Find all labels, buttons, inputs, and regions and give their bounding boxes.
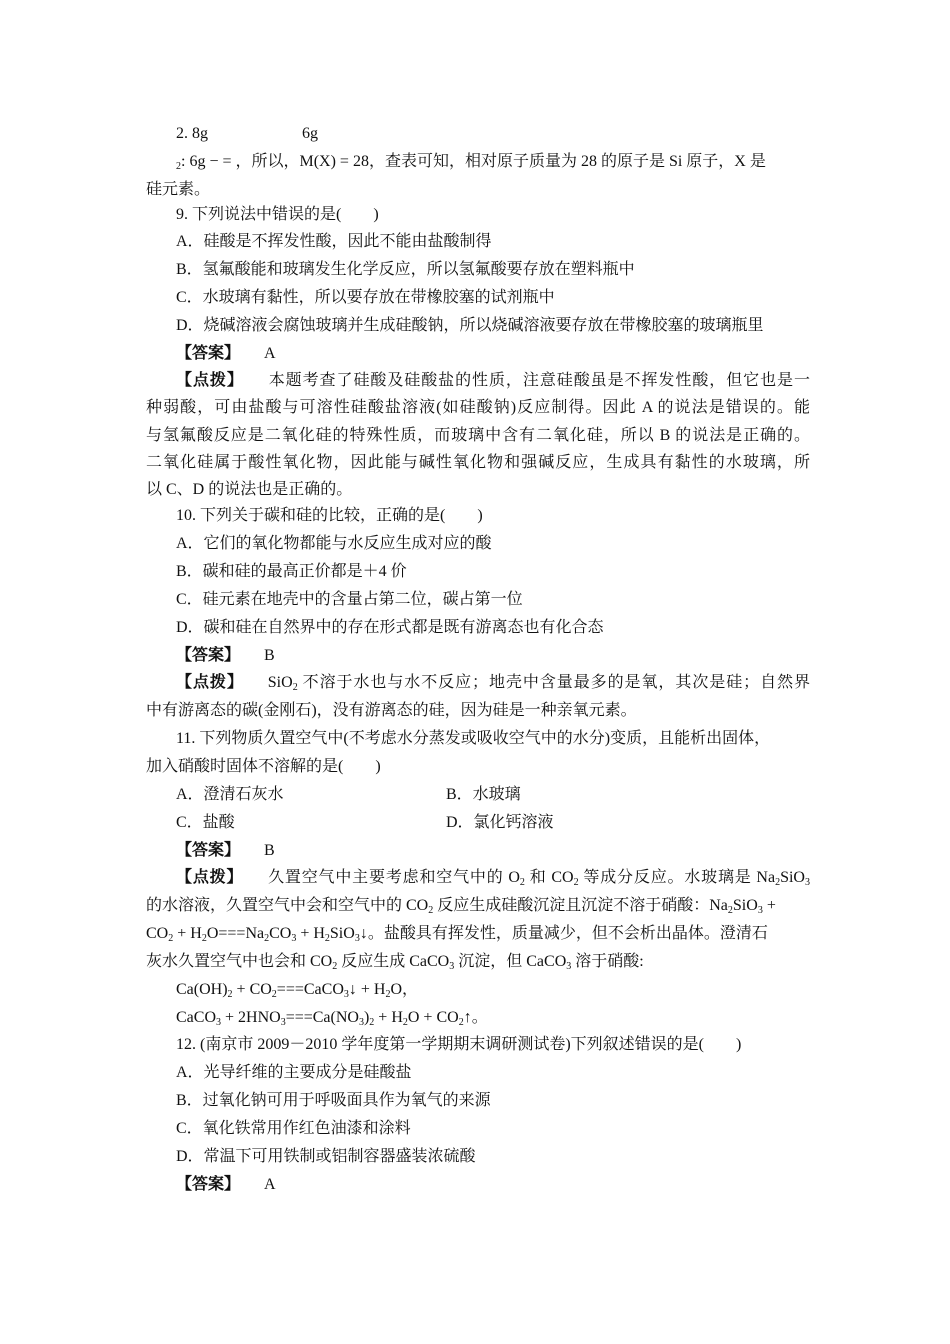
q8-calc-a: 2. 8g: [176, 125, 208, 142]
eq-text: O，: [390, 981, 419, 998]
hint-text: 反应生成硅酸沉淀且沉淀不溶于硝酸：Na: [433, 897, 728, 914]
hint-text: CO: [146, 925, 169, 942]
q8-result-line: [176, 152, 840, 172]
q12-option-a: A．光导纤维的主要成分是硅酸盐: [176, 1064, 412, 1081]
q10-question: 10. 下列关于碳和硅的比较，正确的是( ): [176, 507, 483, 524]
hint-text: 灰水久置空气中也会和 CO: [146, 953, 333, 970]
q9-option-b: B．氢氟酸能和玻璃发生化学反应，所以氢氟酸要存放在塑料瓶中: [176, 261, 635, 278]
eq-text: + H: [374, 1009, 403, 1026]
hint-sub: 2: [428, 905, 434, 916]
q10-option-d: D．碳和硅在自然界中的存在形式都是既有游离态也有化合态: [176, 619, 604, 636]
q9-hint-line-3: 与氢氟酸反应是二氧化硅的特殊性质，而玻璃中含有二氧化硅，所以 B 的说法是正确的。: [146, 427, 810, 444]
hint-text: + H: [296, 925, 325, 942]
eq-text: Ca(OH): [176, 981, 228, 998]
hint-text: 沉淀，但 CaCO: [454, 953, 567, 970]
hint-text: + H: [173, 925, 202, 942]
answer-value: B: [264, 647, 275, 664]
eq-sub: 2: [369, 1017, 375, 1028]
q9-option-a: A．硅酸是不挥发性酸，因此不能由盐酸制得: [176, 233, 492, 250]
q12-question: 12. (南京市 2009－2010 学年度第一学期期末调研测试卷)下列叙述错误的是( ): [176, 1036, 742, 1053]
eq-sub: 2: [402, 1017, 408, 1028]
hint-sub: 2: [264, 933, 270, 944]
q12-option-b: B．过氧化钠可用于呼吸面具作为氧气的来源: [176, 1092, 491, 1109]
hint-text: O===Na: [206, 925, 265, 942]
q12-answer: [176, 1175, 840, 1195]
eq-sub: 2: [458, 1017, 464, 1028]
hint-sub: 2: [727, 905, 733, 916]
q9-option-c: C．水玻璃有黏性，所以要存放在带橡胶塞的试剂瓶中: [176, 289, 555, 306]
q8-calc-b: 6g: [302, 125, 318, 142]
q11-equation-2: [176, 1008, 840, 1028]
q12-option-c: C．氧化铁常用作红色油漆和涂料: [176, 1120, 411, 1137]
hint-text: CO: [269, 925, 292, 942]
eq-sub: 2: [227, 989, 233, 1000]
eq-sub: 3: [280, 1017, 286, 1028]
hint-sub: 2: [775, 877, 781, 888]
q11-hint-line-1: [176, 868, 810, 888]
q10-option-b: B．碳和硅的最高正价都是＋4 价: [176, 563, 407, 580]
q10-hint-line-1: [176, 673, 810, 693]
q12-option-d: D．常温下可用铁制或铝制容器盛装浓硫酸: [176, 1148, 476, 1165]
q10-option-c: C．硅元素在地壳中的含量占第二位，碳占第一位: [176, 591, 523, 608]
hint-sub: 2: [324, 933, 330, 944]
q11-option-a: A．澄清石灰水: [176, 786, 284, 803]
q10-option-a: A．它们的氧化物都能与水反应生成对应的酸: [176, 535, 492, 552]
q11-equation-1: [176, 980, 840, 1000]
hint-text: SiO: [732, 897, 758, 914]
q11-option-d: D．氯化钙溶液: [446, 814, 554, 831]
q11-question-line-1: 11. 下列物质久置空气中(不考虑水分蒸发或吸收空气中的水分)变质，且能析出固体，: [176, 730, 771, 747]
hint-sub: 3: [566, 961, 572, 972]
q11-answer: [176, 841, 840, 861]
eq-text: O + CO: [407, 1009, 459, 1026]
hint-text: SiO: [780, 869, 805, 886]
hint-label: 【点拨】: [176, 372, 244, 389]
answer-value: B: [264, 842, 275, 859]
q11-option-c: C．盐酸: [176, 814, 235, 831]
q9-hint-line-5: 以 C、D 的说法也是正确的。: [146, 481, 353, 498]
q9-question: 9. 下列说法中错误的是( ): [176, 206, 379, 223]
hint-text: SiO: [267, 674, 293, 691]
hint-text: +: [762, 897, 776, 914]
eq-text: + CO: [232, 981, 272, 998]
hint-text: 不溶于水也与水不反应；地壳中含量最多的是氧，其次是硅；自然界: [297, 674, 810, 691]
eq-text: ↑。: [463, 1009, 488, 1026]
q8-result-sub: 2: [176, 161, 181, 172]
eq-sub: 2: [271, 989, 277, 1000]
hint-sub: 3: [354, 933, 360, 944]
eq-text: CaCO: [176, 1009, 216, 1026]
eq-sub: 3: [216, 1017, 221, 1028]
eq-text: ): [363, 1009, 370, 1026]
answer-value: A: [264, 345, 276, 362]
hint-text: 反应生成 CaCO: [337, 953, 450, 970]
hint-sub: 3: [449, 961, 455, 972]
q9-hint-line-4: 二氧化硅属于酸性氧化物，因此能与碱性氧化物和强碱反应，生成具有黏性的水玻璃，所: [146, 454, 810, 471]
q11-hint-line-2: [146, 896, 810, 916]
q9-hint-line-1: [176, 371, 810, 391]
answer-label: 【答案】: [176, 1176, 241, 1193]
q8-result-text: : 6g − = ，所以，M(X) = 28，查表可知，相对原子质量为 28 的原子是 Si 原子，X 是: [181, 153, 766, 170]
q9-hint-line-2: 种弱酸，可由盐酸与可溶性硅酸盐溶液(如硅酸钠)反应制得。因此 A 的说法是错误的。能: [146, 399, 810, 416]
hint-sub: 2: [519, 877, 525, 888]
answer-label: 【答案】: [176, 647, 241, 664]
answer-label: 【答案】: [176, 842, 241, 859]
hint-sub: 2: [332, 961, 338, 972]
hint-text: 本题考查了硅酸及硅酸盐的性质，注意硅酸虽是不挥发性酸，但它也是一: [267, 372, 810, 389]
eq-text: ↓ + H: [348, 981, 386, 998]
hint-sub: 3: [291, 933, 297, 944]
q11-question-line-2: 加入硝酸时固体不溶解的是( ): [146, 758, 381, 775]
eq-text: + 2HNO: [221, 1009, 281, 1026]
eq-text: ===CaCO: [276, 981, 344, 998]
hint-text: 的水溶液，久置空气中会和空气中的 CO: [146, 897, 429, 914]
answer-value: A: [264, 1176, 276, 1193]
hint-text: 溶于硝酸:: [571, 953, 644, 970]
hint-label: 【点拨】: [176, 674, 244, 691]
hint-label: 【点拨】: [176, 869, 244, 886]
hint-text: ↓。盐酸具有挥发性，质量减少，但不会析出晶体。澄清石: [359, 925, 768, 942]
q8-result-line-2: 硅元素。: [146, 181, 211, 198]
q10-hint-line-2: 中有游离态的碳(金刚石)，没有游离态的硅，因为硅是一种亲氧元素。: [146, 702, 637, 719]
hint-sub: 3: [804, 877, 810, 888]
hint-text: 等成分反应。水玻璃是 Na: [578, 869, 776, 886]
answer-label: 【答案】: [176, 345, 241, 362]
eq-sub: 3: [358, 1017, 364, 1028]
hint-sub: 3: [757, 905, 763, 916]
q11-hint-line-4: [146, 952, 810, 972]
q9-answer: [176, 344, 840, 364]
q11-hint-line-3: [146, 924, 810, 944]
q11-options-row-2: [176, 813, 810, 833]
hint-text: SiO: [329, 925, 355, 942]
hint-text: 久置空气中主要考虑和空气中的 O: [267, 869, 520, 886]
eq-text: ===Ca(NO: [285, 1009, 359, 1026]
q11-options-row-1: [176, 785, 810, 805]
hint-sub: 2: [201, 933, 207, 944]
q11-option-b: B．水玻璃: [446, 786, 521, 803]
eq-sub: 3: [343, 989, 349, 1000]
eq-sub: 2: [385, 989, 391, 1000]
q8-calc-line: [176, 124, 840, 144]
hint-sub: 2: [292, 682, 298, 693]
hint-sub: 2: [168, 933, 174, 944]
hint-text: 和 CO: [524, 869, 574, 886]
hint-sub: 2: [573, 877, 579, 888]
q10-answer: [176, 646, 840, 666]
q9-option-d: D．烧碱溶液会腐蚀玻璃并生成硅酸钠，所以烧碱溶液要存放在带橡胶塞的玻璃瓶里: [176, 317, 764, 334]
